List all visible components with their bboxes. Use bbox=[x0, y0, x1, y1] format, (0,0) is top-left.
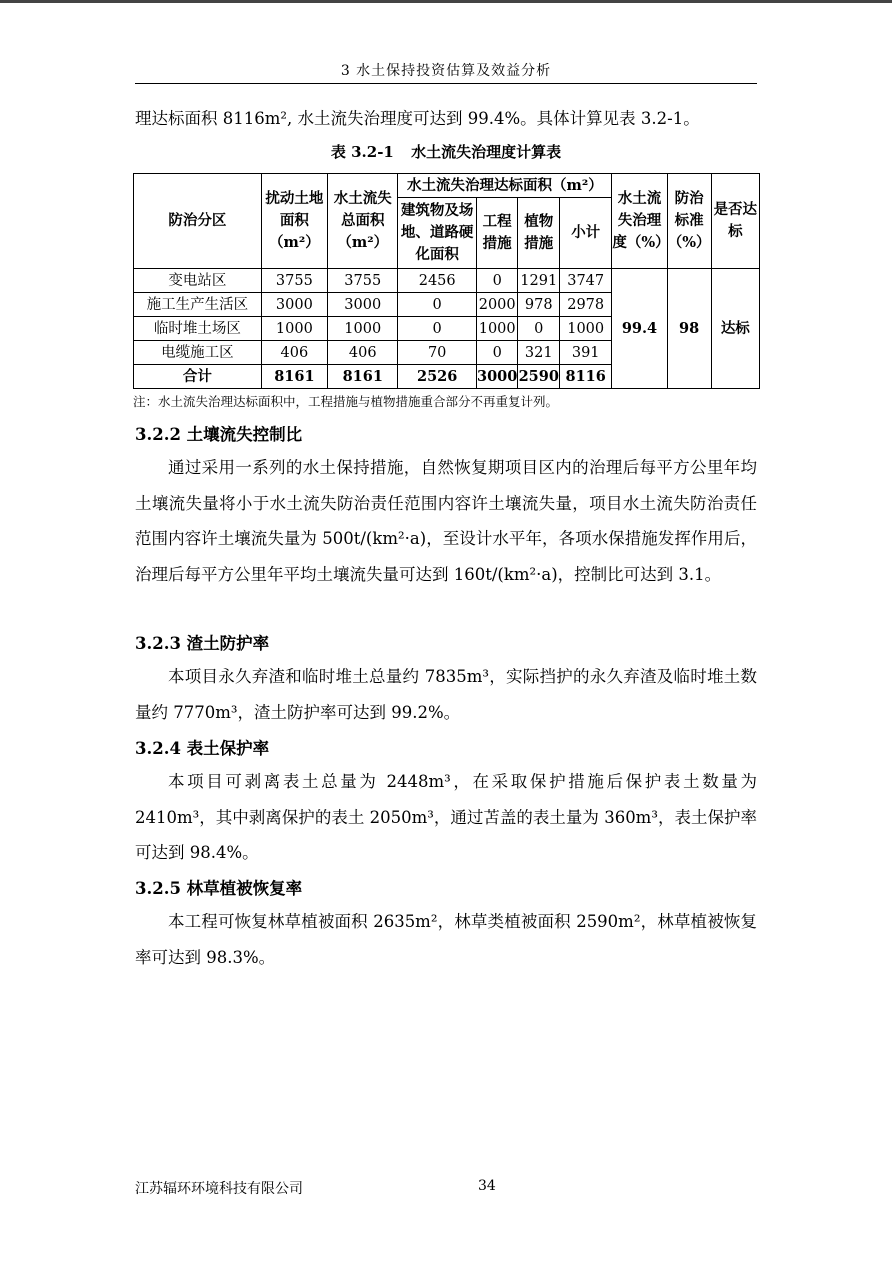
cell-zone: 电缆施工区 bbox=[134, 341, 262, 365]
page-header: 3 水土保持投资估算及效益分析 bbox=[340, 63, 552, 79]
th-meets: 是否达标 bbox=[711, 174, 759, 269]
th-subtotal: 小计 bbox=[560, 198, 612, 269]
th-standard: 防治标准（%） bbox=[667, 174, 711, 269]
cell-zone: 临时堆土场区 bbox=[134, 317, 262, 341]
cell-subtotal: 2978 bbox=[560, 293, 612, 317]
cell-total-loss: 8161 bbox=[328, 365, 398, 389]
cell-loss: 3755 bbox=[328, 269, 398, 293]
section-heading: 3.2.5 林草植被恢复率 bbox=[135, 879, 303, 898]
cell-meets: 达标 bbox=[711, 269, 759, 389]
cell-zone: 施工生产生活区 bbox=[134, 293, 262, 317]
th-disturbed-area: 扰动土地面积（m²） bbox=[261, 174, 327, 269]
cell-total-engineering: 3000 bbox=[476, 365, 518, 389]
cell-engineering: 1000 bbox=[476, 317, 518, 341]
cell-disturbed: 406 bbox=[261, 341, 327, 365]
cell-engineering: 0 bbox=[476, 341, 518, 365]
th-zone: 防治分区 bbox=[134, 174, 262, 269]
cell-building: 2456 bbox=[398, 269, 476, 293]
cell-vegetation: 1291 bbox=[518, 269, 560, 293]
cell-disturbed: 3755 bbox=[261, 269, 327, 293]
section-heading: 3.2.3 渣土防护率 bbox=[135, 634, 270, 653]
cell-total-vegetation: 2590 bbox=[518, 365, 560, 389]
top-rule bbox=[0, 0, 892, 3]
cell-disturbed: 1000 bbox=[261, 317, 327, 341]
cell-zone: 变电站区 bbox=[134, 269, 262, 293]
cell-subtotal: 1000 bbox=[560, 317, 612, 341]
cell-total-building: 2526 bbox=[398, 365, 476, 389]
cell-loss: 3000 bbox=[328, 293, 398, 317]
cell-building: 70 bbox=[398, 341, 476, 365]
table-caption-number: 表 3.2-1 bbox=[330, 143, 394, 161]
th-vegetation: 植物措施 bbox=[518, 198, 560, 269]
intro-paragraph: 理达标面积 8116m², 水土流失治理度可达到 99.4%。具体计算见表 3.2-1。 bbox=[135, 109, 700, 128]
cell-treatment-degree: 99.4 bbox=[612, 269, 667, 389]
table-caption bbox=[135, 141, 757, 162]
cell-vegetation: 321 bbox=[518, 341, 560, 365]
header-divider bbox=[135, 83, 757, 84]
page-number: 34 bbox=[478, 1178, 496, 1194]
cell-subtotal: 3747 bbox=[560, 269, 612, 293]
th-engineering: 工程措施 bbox=[476, 198, 518, 269]
section-body: 通过采用一系列的水土保持措施，自然恢复期项目区内的治理后每平方公里年均土壤流失量将小于水土流失防治责任范围内容许土壤流失量，项目水土流失防治责任范围内容许土壤流失量为 500t/(km²·a)，至设计水平年，各项水保措施发挥作用后，治理后每平方公里年平均土壤流失量可达到 160t/(km²·a)，控制比可达到 3.1。 bbox=[135, 458, 757, 584]
cell-standard: 98 bbox=[667, 269, 711, 389]
section-body: 本工程可恢复林草植被面积 2635m²，林草类植被面积 2590m²，林草植被恢复率可达到 98.3%。 bbox=[135, 912, 757, 967]
section-body: 本项目永久弃渣和临时堆土总量约 7835m³，实际挡护的永久弃渣及临时堆土数量约 7770m³，渣土防护率可达到 99.2%。 bbox=[135, 667, 757, 722]
th-building-area: 建筑物及场地、道路硬化面积 bbox=[398, 198, 476, 269]
cell-subtotal: 391 bbox=[560, 341, 612, 365]
cell-vegetation: 0 bbox=[518, 317, 560, 341]
cell-total-disturbed: 8161 bbox=[261, 365, 327, 389]
cell-building: 0 bbox=[398, 317, 476, 341]
th-treatment-degree: 水土流失治理度（%） bbox=[612, 174, 667, 269]
th-loss-area: 水土流失总面积（m²） bbox=[328, 174, 398, 269]
cell-engineering: 0 bbox=[476, 269, 518, 293]
cell-total-subtotal: 8116 bbox=[560, 365, 612, 389]
section-body: 本项目可剥离表土总量为 2448m³，在采取保护措施后保护表土数量为 2410m³，其中剥离保护的表土 2050m³，通过苫盖的表土量为 360m³，表土保护率可达到 98.4%。 bbox=[135, 772, 757, 862]
cell-disturbed: 3000 bbox=[261, 293, 327, 317]
cell-vegetation: 978 bbox=[518, 293, 560, 317]
table-caption-title: 水土流失治理度计算表 bbox=[411, 143, 562, 161]
treatment-degree-table bbox=[133, 173, 760, 389]
cell-building: 0 bbox=[398, 293, 476, 317]
section-heading: 3.2.4 表土保护率 bbox=[135, 739, 270, 758]
cell-engineering: 2000 bbox=[476, 293, 518, 317]
th-treated-area-group: 水土流失治理达标面积（m²） bbox=[398, 174, 612, 198]
table-note: 注：水土流失治理达标面积中，工程措施与植物措施重合部分不再重复计列。 bbox=[133, 394, 559, 409]
cell-loss: 1000 bbox=[328, 317, 398, 341]
cell-total-label: 合计 bbox=[134, 365, 262, 389]
section-heading: 3.2.2 土壤流失控制比 bbox=[135, 425, 303, 444]
footer-company: 江苏辐环环境科技有限公司 bbox=[135, 1181, 303, 1197]
cell-loss: 406 bbox=[328, 341, 398, 365]
table-row bbox=[134, 269, 760, 293]
